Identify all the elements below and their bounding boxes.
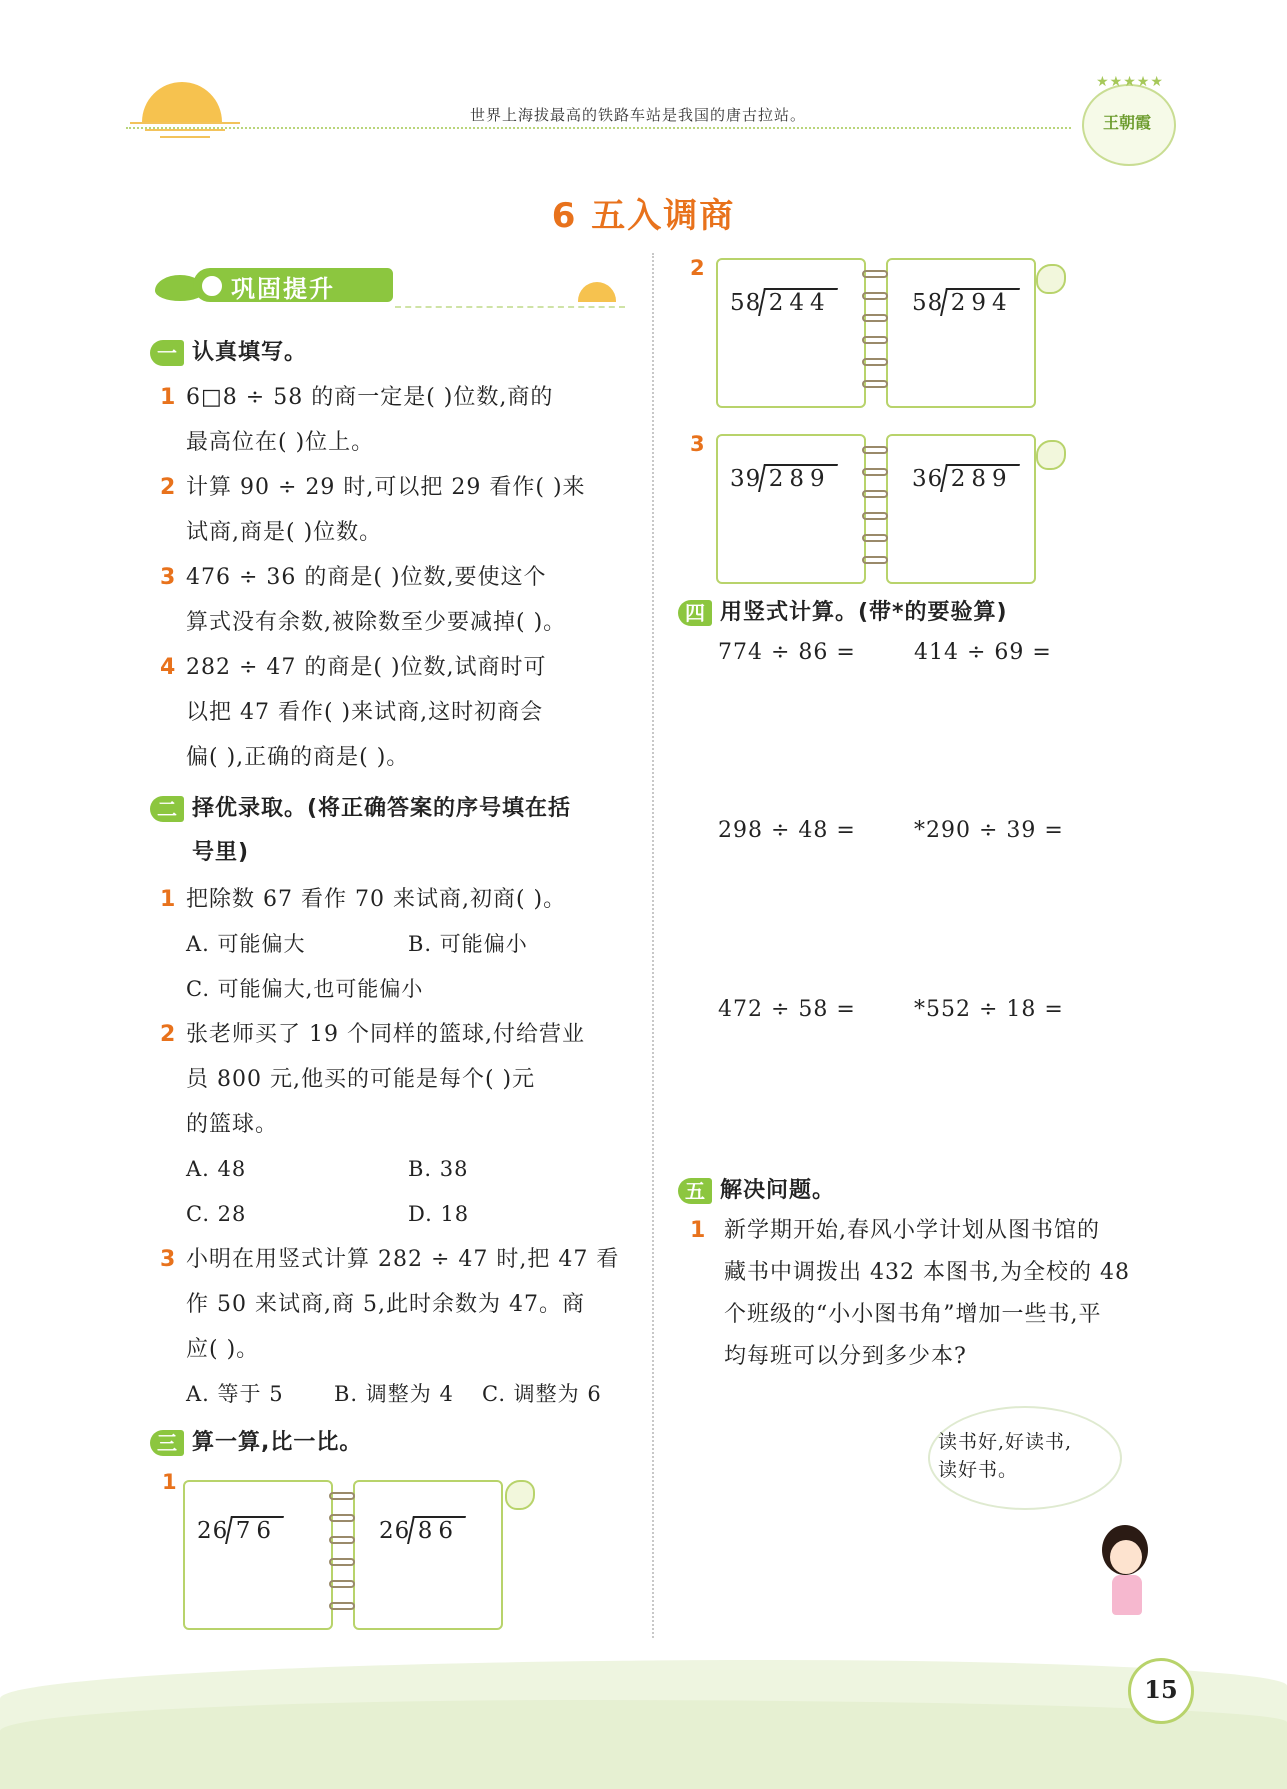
leaf-icon [1036, 264, 1066, 294]
option-c: C. 28 [186, 1202, 247, 1226]
section-number: 三 [150, 1430, 184, 1456]
calc-problem: 298 ÷ 48 = [718, 818, 856, 843]
header-fact: 世界上海拔最高的铁路车站是我国的唐古拉站。 [470, 106, 807, 124]
item-number: 2 [690, 256, 705, 280]
option-a: A. 等于 5 [186, 1382, 284, 1406]
division-right: 26 86 [379, 1516, 464, 1544]
notebook-comparison [716, 434, 1036, 584]
banner-divider [395, 306, 625, 308]
header-divider [126, 127, 1071, 129]
page-title: 6 五入调商 [551, 196, 736, 236]
division-right: 36 289 [912, 464, 1017, 492]
question: 2 计算 90 ÷ 29 时,可以把 29 看作( )来 试商,商是( )位数。 [160, 475, 586, 545]
page-number: 15 [1128, 1658, 1194, 1724]
calc-problem: 774 ÷ 86 = [718, 640, 856, 665]
girl-body [1112, 1575, 1142, 1615]
calc-problem: 414 ÷ 69 = [914, 640, 1052, 665]
section-title: 择优录取。(将正确答案的序号填在括 [192, 796, 572, 821]
calc-problem: 472 ÷ 58 = [718, 997, 856, 1022]
banner-label: 巩固提升 [231, 275, 335, 303]
girl-face [1110, 1540, 1142, 1574]
section-title: 解决问题。 [720, 1178, 836, 1203]
sun-reflection [130, 122, 240, 143]
section-number: 四 [678, 600, 712, 626]
leaf-icon [1036, 440, 1066, 470]
section-1-header [150, 340, 307, 373]
section-1-questions [160, 375, 640, 780]
whale-eye-icon [199, 273, 225, 299]
leaf-icon [505, 1480, 535, 1510]
sun-decoration [142, 82, 222, 124]
calc-problem: *290 ÷ 39 = [914, 818, 1064, 843]
question: 3 476 ÷ 36 的商是( )位数,要使这个 算式没有余数,被除数至少要减掉( )。 [160, 565, 567, 635]
question: 4 282 ÷ 47 的商是( )位数,试商时可 以把 47 看作( )来试商,这时初商会 偏( ),正确的商是( )。 [160, 655, 547, 770]
logo-stars: ★★★★★ [1096, 74, 1164, 90]
item-number: 1 [162, 1470, 177, 1494]
section-4-header [678, 600, 1008, 633]
option-b: B. 可能偏小 [408, 932, 528, 956]
item-number: 3 [690, 432, 705, 456]
section-number: 一 [150, 340, 184, 366]
option-c: C. 调整为 6 [482, 1382, 602, 1406]
section-title: 用竖式计算。(带*的要验算) [720, 600, 1008, 625]
division-left: 58 244 [730, 288, 835, 316]
notebook-comparison [183, 1480, 503, 1630]
option-c: C. 可能偏大,也可能偏小 [186, 977, 424, 1001]
notebook-comparison [716, 258, 1036, 408]
calc-problem: *552 ÷ 18 = [914, 997, 1064, 1022]
section-title: 算一算,比一比。 [192, 1430, 363, 1455]
section-2-header [150, 796, 640, 873]
word-problem: 1 新学期开始,春风小学计划从图书馆的 藏书中调拨出 432 本图书,为全校的 48 个班级的“小小图书角”增加一些书,平 均每班可以分到多少本? [690, 1218, 1130, 1369]
speech-bubble-text: 读书好,好读书, 读好书。 [938, 1431, 1073, 1481]
footer-wave-2 [0, 1700, 1287, 1789]
section-number: 二 [150, 796, 184, 822]
division-right: 58 294 [912, 288, 1017, 316]
sun-icon [578, 282, 616, 302]
option-b: B. 38 [408, 1157, 469, 1181]
section-2-questions [160, 877, 640, 1417]
option-d: D. 18 [408, 1202, 470, 1226]
section-title: 认真填写。 [192, 340, 308, 365]
section-banner [155, 265, 395, 307]
column-divider [652, 253, 654, 1638]
question: 1 6□8 ÷ 58 的商一定是( )位数,商的 最高位在( )位上。 [160, 385, 554, 455]
section-3-header [150, 1430, 362, 1463]
division-left: 26 76 [197, 1516, 282, 1544]
section-title-cont: 号里) [192, 840, 250, 865]
option-a: A. 可能偏大 [186, 932, 306, 956]
division-left: 39 289 [730, 464, 835, 492]
section-number: 五 [678, 1178, 712, 1204]
question: 1 把除数 67 看作 70 来试商,初商( )。 A. 可能偏大 B. 可能偏小 C. 可能偏大,也可能偏小 [160, 877, 640, 1012]
option-b: B. 调整为 4 [334, 1382, 454, 1406]
logo-text: 王朝霞 [1102, 113, 1151, 132]
question: 3 小明在用竖式计算 282 ÷ 47 时,把 47 看 作 50 来试商,商 5,此时余数为 47。商 应( )。 A. 等于 5 B. 调整为 4 C. 调整为 6 [160, 1237, 640, 1417]
section-5-header [678, 1178, 835, 1211]
option-a: A. 48 [186, 1157, 247, 1181]
question: 2 张老师买了 19 个同样的篮球,付给营业 员 800 元,他买的可能是每个( )元 的篮球。 A. 48 B. 38 C. 28 D. 18 [160, 1012, 640, 1237]
